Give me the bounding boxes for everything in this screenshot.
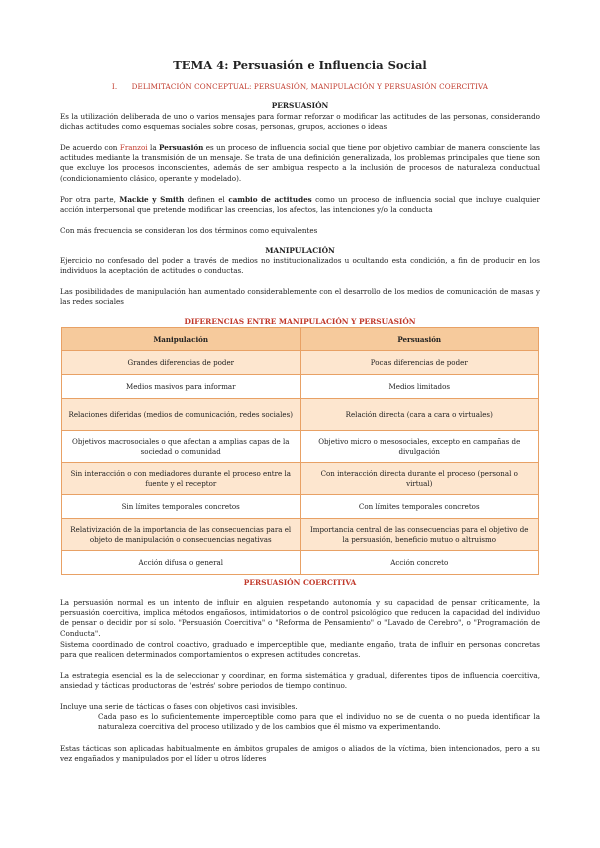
table-row bbox=[62, 495, 539, 519]
manipulation-cell: Grandes diferencias de poder bbox=[62, 351, 301, 375]
section-title: DELIMITACIÓN CONCEPTUAL: PERSUASIÓN, MANIPULACIÓN Y PERSUASIÓN COERCITIVA bbox=[131, 82, 489, 91]
manipulation-cell: Sin límites temporales concretos bbox=[62, 495, 301, 519]
table-heading: DIFERENCIAS ENTRE MANIPULACIÓN Y PERSUASIÓN bbox=[184, 317, 416, 326]
persuasion-paragraph-3 bbox=[60, 195, 540, 215]
manipulation-cell: Medios masivos para informar bbox=[62, 375, 301, 399]
persuasion-heading: PERSUASIÓN bbox=[271, 101, 329, 110]
p2-text-a: De acuerdo con bbox=[60, 143, 120, 152]
persuasion-paragraph-2 bbox=[60, 143, 540, 184]
coercive-paragraph-2: Sistema coordinado de control coactivo, graduado e imperceptible que, mediante engaño, trata de influir en personas concretas para que realicen determinados comportamientos o expresen actitudes concretas. bbox=[60, 640, 540, 660]
persuasion-cell: Con interacción directa durante el proceso (personal o virtual) bbox=[300, 463, 539, 495]
manipulation-cell: Acción difusa o general bbox=[62, 551, 301, 575]
section-number: I. bbox=[111, 82, 118, 91]
table-row bbox=[62, 519, 539, 551]
persuasion-cell: Relación directa (cara a cara o virtuales) bbox=[300, 399, 539, 431]
p2-text-b: la bbox=[147, 143, 160, 152]
p3-text-a: Por otra parte, bbox=[60, 195, 120, 204]
table-row bbox=[62, 399, 539, 431]
coercive-tactics-detail: Cada paso es lo suficientemente imperceptible como para que el individuo no se de cuenta o no pueda identificar la naturaleza coercitiva del proceso utilizado y de los cambios que él mismo va experimentando. bbox=[98, 712, 540, 732]
p2-text-c: es un proceso de influencia social que tiene por objetivo cambiar de manera consciente las actitudes mediante la transmisión de un mensaje. Se trata de una definición generalizada, los problemas principales que tiene son que excluye los procesos inconscientes, además de ser ambigua respecto a la inclusión de procesos de naturaleza conductual (condicionamiento clásico, operante y modelado). bbox=[60, 143, 540, 183]
coercive-paragraph-5: Estas tácticas son aplicadas habitualmente en ámbitos grupales de amigos o aliados de la víctima, bien intencionados, pero a su vez engañados y manipulados por el líder u otros líderes bbox=[60, 744, 540, 764]
manipulation-cell: Relativización de la importancia de las consecuencias para el objeto de manipulación o consecuencias negativas bbox=[62, 519, 301, 551]
persuasion-cell: Objetivo micro o mesosociales, excepto en campañas de divulgación bbox=[300, 431, 539, 463]
franzoi-name: Franzoi bbox=[119, 143, 148, 152]
table-row bbox=[62, 375, 539, 399]
manipulation-paragraph-2: Las posibilidades de manipulación han aumentado considerablemente con el desarrollo de los medios de comunicación de masas y las redes sociales bbox=[60, 287, 540, 307]
table-row bbox=[62, 463, 539, 495]
persuasion-paragraph-4: Con más frecuencia se consideran los dos términos como equivalentes bbox=[60, 226, 318, 235]
persuasion-cell: Acción concreto bbox=[300, 551, 539, 575]
coercive-tactics-intro: Incluye una serie de tácticas o fases con objetivos casi invisibles. bbox=[60, 702, 298, 711]
section-heading bbox=[0, 82, 600, 91]
coercive-heading: PERSUASIÓN COERCITIVA bbox=[243, 578, 357, 587]
persuasion-cell: Con límites temporales concretos bbox=[300, 495, 539, 519]
p3-text-c: como un proceso de influencia social que incluye cualquier acción interpersonal que pretende modificar las creencias, los afectos, las intenciones y/o la conducta bbox=[60, 195, 540, 215]
column-header-persuasion: Persuasión bbox=[300, 328, 539, 351]
table-row bbox=[62, 431, 539, 463]
manipulation-cell: Relaciones diferidas (medios de comunicación, redes sociales) bbox=[62, 399, 301, 431]
manipulation-cell: Objetivos macrosociales o que afectan a amplias capas de la sociedad o comunidad bbox=[62, 431, 301, 463]
coercive-paragraph-3: La estrategia esencial es la de seleccionar y coordinar, en forma sistemática y gradual, diferentes tipos de influencia coercitiva, ansiedad y tácticas productoras de 'estrés' sobre periodos de tiempo continuo. bbox=[60, 671, 540, 691]
table-row bbox=[62, 351, 539, 375]
persuasion-cell: Importancia central de las consecuencias para el objetivo de la persuasión, beneficio mutuo o altruismo bbox=[300, 519, 539, 551]
coercive-paragraph-1: La persuasión normal es un intento de influir en alguien respetando autonomía y su capacidad de pensar críticamente, la persuasión coercitiva, implica métodos engañosos, intimidatorios o de control psicológico que reducen la capacidad del individuo de pensar o decidir por sí solo. "Persuasión Coercitiva" o "Reforma de Pensamiento" o "Lavado de Cerebro", o "Programación de Conducta". bbox=[60, 598, 540, 638]
coercive-paragraph-4 bbox=[60, 702, 540, 733]
manipulation-cell: Sin interacción o con mediadores durante el proceso entre la fuente y el receptor bbox=[62, 463, 301, 495]
persuasion-paragraph-1: Es la utilización deliberada de uno o varios mensajes para formar reforzar o modificar las actitudes de las personas, considerando dichas actitudes como esquemas sociales sobre cosas, personas, grupos, acciones o ideas bbox=[60, 112, 540, 132]
attitude-change-term: cambio de actitudes bbox=[228, 195, 312, 204]
persuasion-term: Persuasión bbox=[159, 143, 204, 152]
column-header-manipulation: Manipulación bbox=[62, 328, 301, 351]
manipulation-heading: MANIPULACIÓN bbox=[265, 246, 335, 255]
table-header-row bbox=[62, 328, 539, 351]
manipulation-paragraph-1: Ejercicio no confesado del poder a través de medios no institucionalizados u ocultando esta condición, a fin de producir en los individuos la aceptación de actitudes o conductas. bbox=[60, 256, 540, 276]
p3-text-b: definen el bbox=[184, 195, 229, 204]
comparison-table bbox=[61, 327, 539, 575]
mackie-smith: Mackie y Smith bbox=[119, 195, 185, 204]
table-row bbox=[62, 551, 539, 575]
page-title: TEMA 4: Persuasión e Influencia Social bbox=[173, 58, 427, 72]
persuasion-cell: Medios limitados bbox=[300, 375, 539, 399]
persuasion-cell: Pocas diferencias de poder bbox=[300, 351, 539, 375]
